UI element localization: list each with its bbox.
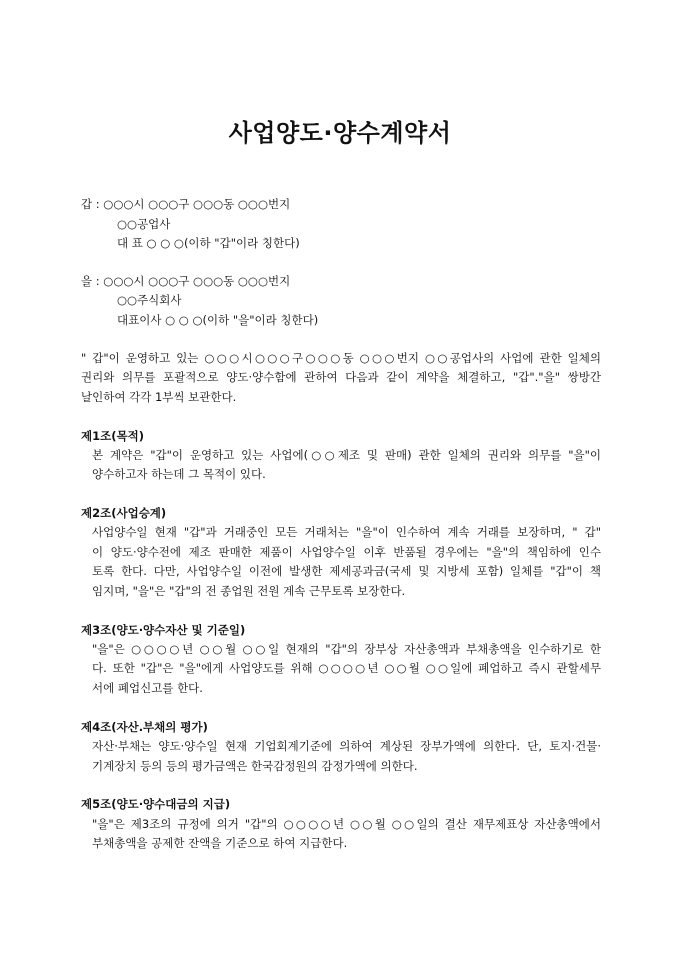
- article-3-line: 서에 폐업신고를 한다.: [92, 681, 203, 695]
- article-3-line: 다. 또한 "갑"은 "을"에게 사업양도를 위해 ○○○○년 ○○월 ○○일에 폐업하고 즉시 관할세무: [92, 661, 601, 675]
- party-a-representative: 대 표 ○ ○ ○(이하 "갑"이라 칭한다): [117, 236, 300, 250]
- article-3-line: "을"은 ○○○○년 ○○월 ○○일 현재의 "갑"의 장부상 자산총액과 부채총액을 인수하기로 한: [92, 642, 601, 656]
- article-1-line: 본 계약은 "갑"이 운영하고 있는 사업에(○○제조 및 판매) 관한 일체의 권리와 의무를 "을"이: [92, 448, 601, 462]
- article-2-line: 토록 한다. 다만, 사업양수일 이전에 발생한 제세공과금(국세 및 지방세 포함) 일체를 "갑"이 책: [92, 564, 601, 578]
- article-2-line: 사업양수일 현재 "갑"과 거래중인 모든 거래처는 "을"이 인수하여 계속 거래를 보장하며, " 갑": [92, 525, 601, 539]
- article-5-line: "을"은 제3조의 규정에 의거 "갑"의 ○○○○년 ○○월 ○○일의 결산 재무제표상 자산총액에서: [92, 817, 601, 831]
- document-title: 사업양도·양수계약서: [228, 119, 452, 147]
- article-5-heading: 제5조(양도·양수대금의 지급): [81, 797, 231, 811]
- article-1-heading: 제1조(목적): [81, 429, 144, 443]
- article-5-line: 부채총액을 공제한 잔액을 기준으로 하여 지급한다.: [92, 836, 348, 850]
- party-a-company: ○○공업사: [117, 217, 171, 231]
- party-b-address: 을 : ○○○시 ○○○구 ○○○동 ○○○번지: [81, 274, 291, 288]
- article-2-line: 임지며, "을"은 "갑"의 전 종업원 전원 계속 근무토록 보장한다.: [92, 584, 406, 598]
- article-4-line: 기계장치 등의 등의 평가금액은 한국감정원의 감정가액에 의한다.: [92, 759, 418, 773]
- article-2-line: 이 양도·양수전에 제조 판매한 제품이 사업양수일 이후 반품될 경우에는 "을"의 책임하에 인수: [92, 545, 601, 559]
- article-1-line: 양수하고자 하는데 그 목적이 있다.: [92, 467, 266, 481]
- article-3-heading: 제3조(양도·양수자산 및 기준일): [81, 623, 246, 637]
- party-a-address: 갑 : ○○○시 ○○○구 ○○○동 ○○○번지: [81, 197, 291, 211]
- preamble-line: " 갑"이 운영하고 있는 ○○○시○○○구○○○동 ○○○번지 ○○공업사의 사업에 관한 일체의: [81, 351, 601, 365]
- article-4-heading: 제4조(자산.부채의 평가): [81, 720, 208, 734]
- article-4-line: 자산·부채는 양도·양수일 현재 기업회계기준에 의하여 계상된 장부가액에 의한다. 단, 토지·건물·: [92, 739, 601, 753]
- preamble-line: 권리와 의무를 포괄적으로 양도·양수함에 관하여 다음과 같이 계약을 체결하고, "갑"."을" 쌍방간: [81, 370, 601, 384]
- party-b-company: ○○주식회사: [117, 293, 182, 307]
- party-b-representative: 대표이사 ○ ○ ○(이하 "을"이라 칭한다): [117, 313, 319, 327]
- article-2-heading: 제2조(사업승계): [81, 506, 167, 520]
- preamble-line: 날인하여 각각 1부씩 보관한다.: [81, 390, 237, 404]
